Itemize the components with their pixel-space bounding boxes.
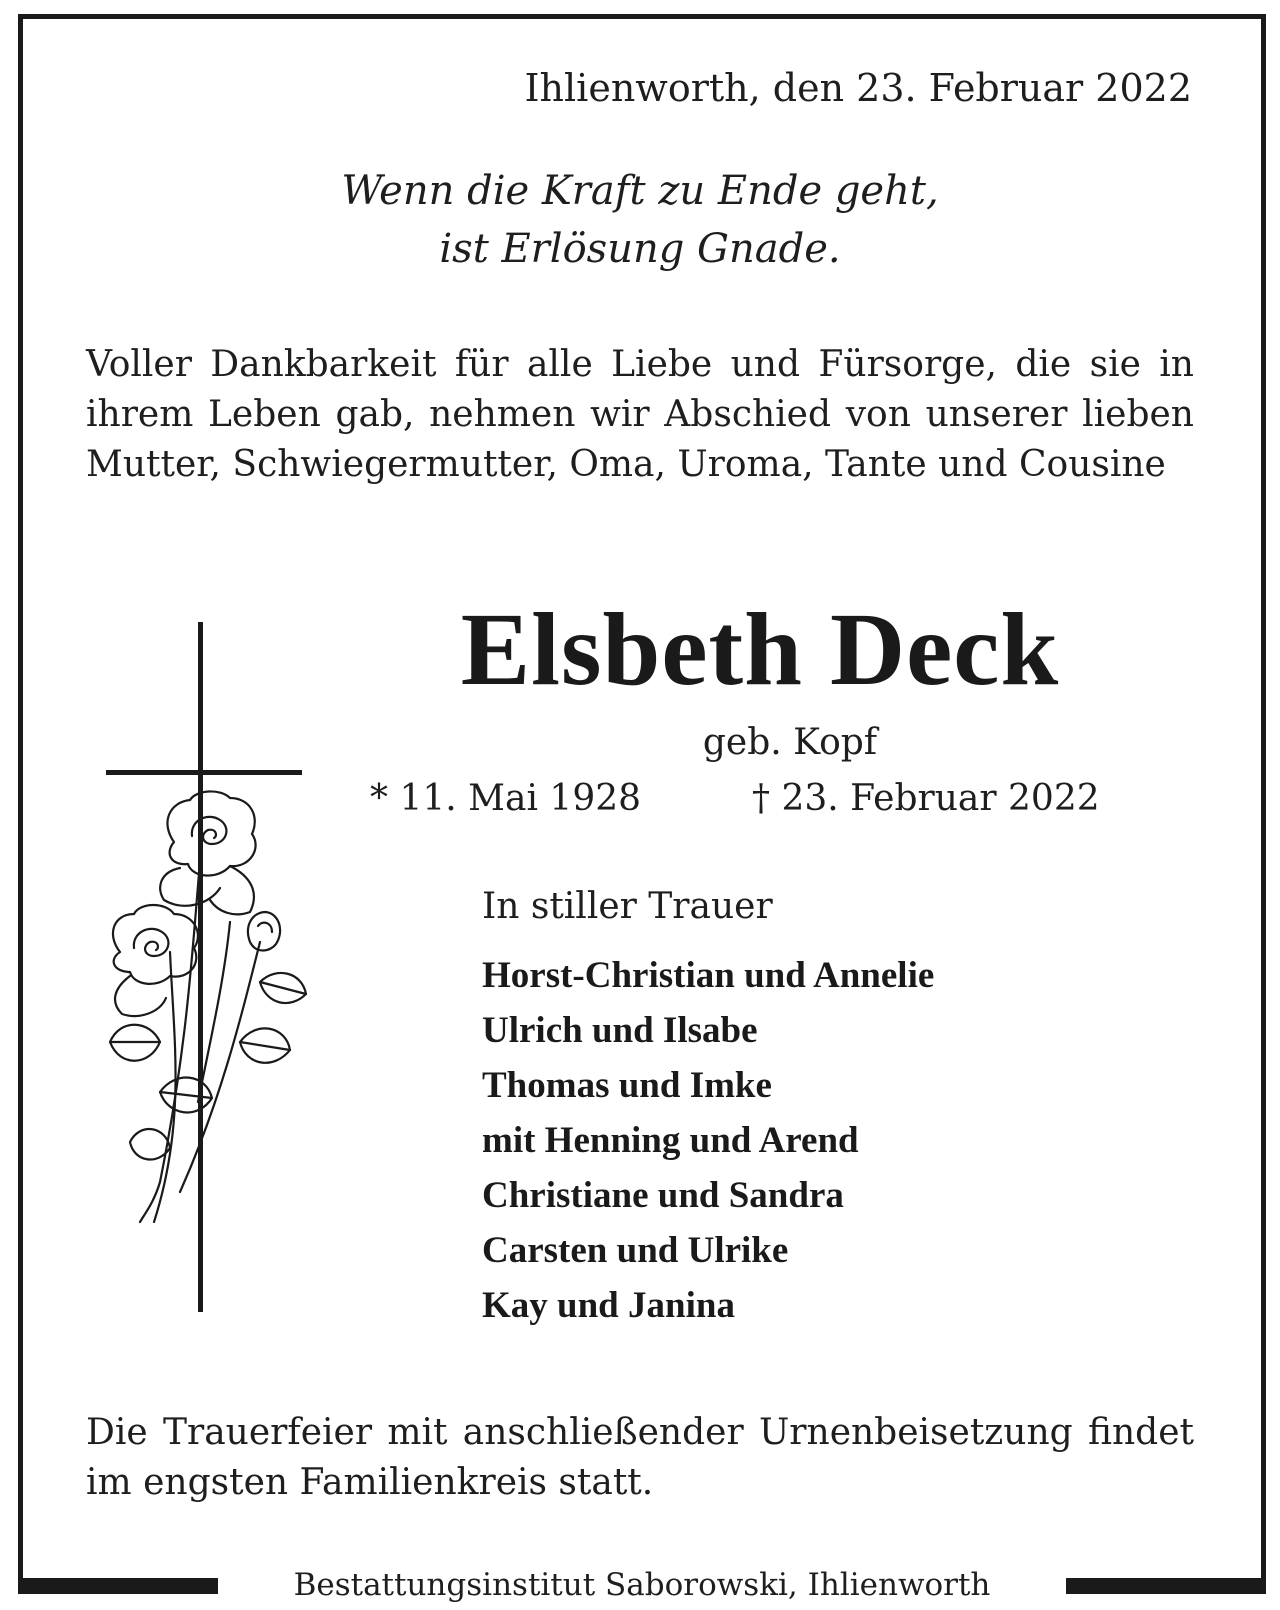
- footer: [18, 1568, 1266, 1602]
- mourner-entry: Carsten und Ulrike: [482, 1230, 789, 1271]
- place-date: Ihlienworth, den 23. Februar 2022: [524, 66, 1192, 110]
- mourner-entry: Ulrich und Ilsabe: [482, 1010, 758, 1051]
- mourner-entry: mit Henning und Arend: [482, 1120, 859, 1161]
- deceased-name: Elsbeth Deck: [460, 592, 1060, 707]
- motto: [0, 162, 1280, 278]
- mourner-entry: Horst-Christian und Annelie: [482, 955, 935, 996]
- cross-with-roses-icon: [100, 622, 330, 1322]
- mourner-entry: Thomas und Imke: [482, 1065, 772, 1106]
- mourners-list: [482, 948, 934, 1333]
- intro-text: Voller Dankbarkeit für alle Liebe und Fürsorge, die sie in ihrem Leben gab, nehmen wir Abschied von unserer lieben Mutter, Schwiegermutter, Oma, Uroma, Tante und Cousine: [86, 344, 1194, 485]
- birth-date: * 11. Mai 1928: [370, 778, 642, 819]
- mourning-label: In stiller Trauer: [482, 886, 773, 927]
- death-date: † 23. Februar 2022: [752, 778, 1100, 819]
- motto-line-2: ist Erlösung Gnade.: [439, 226, 841, 272]
- motto-line-1: Wenn die Kraft zu Ende geht,: [341, 168, 939, 214]
- footer-bar-left: [18, 1578, 218, 1592]
- closing-text: Die Trauerfeier mit anschließender Urnenbeisetzung findet im engsten Familienkreis statt.: [86, 1412, 1194, 1503]
- born-name: geb. Kopf: [702, 722, 878, 763]
- footer-bar-right: [1066, 1578, 1266, 1592]
- mourner-entry: Christiane und Sandra: [482, 1175, 844, 1216]
- funeral-home-name: Bestattungsinstitut Saborowski, Ihlienworth: [218, 1568, 1066, 1602]
- mourner-entry: Kay und Janina: [482, 1285, 735, 1326]
